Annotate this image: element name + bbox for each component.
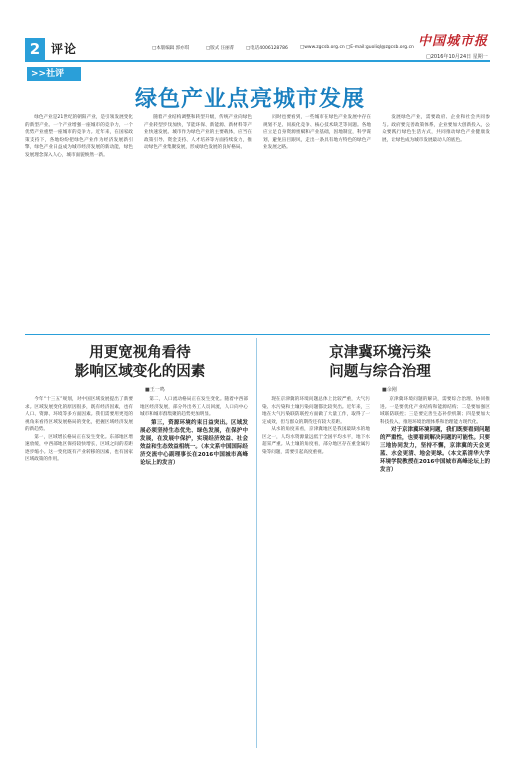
left-article-title-line1: 用更宽视角看待 [89, 344, 191, 361]
right-article-title-line1: 京津冀环境污染 [329, 344, 431, 361]
right-article-paragraph: 现在京津冀的环境问题总体上比较严重，大气污染、水污染和土壤污染问题都比较突出。近年来，三地在大气污染联防联控方面做了大量工作，取得了一定成效，但与群众的期待还有较大差距。 [262, 397, 370, 425]
editorial-column-3 [263, 114, 371, 329]
page-header [0, 0, 519, 60]
right-article-author: ■余刚 [382, 387, 397, 393]
left-article-note: 第三，资源环境约束日益突出。区域发展必须坚持生态优先、绿色发展，在保护中发展，在发展中保护，实现经济效益、社会效益和生态效益相统一。（本文系中国国际经济交流中心副理事长在2016中国城市高峰论坛上的发言） [140, 419, 248, 466]
editorial-paragraph: 同时也要看到，一些城市在绿色产业发展中存在规划不足、同质化竞争、核心技术缺乏等问题。各地应立足自身资源禀赋和产业基础，因地制宜，科学谋划，避免盲目跟风，走出一条具有地方特色的绿色产业发展之路。 [263, 115, 371, 150]
editorial-paragraph: 绿色产业是21世纪的朝阳产业，是引领发展变化的新型产业。一个产业增强一座城市的竞争力，一个优势产业重塑一座城市的竞争力。近年来，在国家政策支持下，各地纷纷把绿色产业作为经济发展新引擎，绿色产业日益成为城市经济发展的新动能，绿色发展理念深入人心，城市面貌焕然一新。 [25, 115, 133, 158]
left-article-paragraph: 第一，区域增长格局正在发生变化。东部地区增速放缓，中西部地区保持较快增长，区域之间的差距逐步缩小。这一变化既有产业转移的因素，也有国家区域政策的作用。 [25, 434, 133, 462]
left-article-column-2 [140, 396, 248, 748]
right-article-paragraph: 京津冀环境问题的解决，需要综合治理、协同推进。一是要优化产业结构和能源结构；二是要加强区域联防联控；三是要完善生态补偿机制；四是要加大科技投入，推进环境治理体系和治理能力现代化。 [380, 397, 490, 425]
right-article-column-1 [262, 396, 370, 748]
editorial-column-2 [144, 114, 252, 329]
left-article-title [40, 343, 240, 381]
website-url: □www.zgcsb.org.cn [300, 45, 345, 50]
editorial-paragraph: 随着产业结构调整和转型升级，传统产业向绿色产业转型步伐加快，节能环保、新能源、新材料等产业快速发展。城市作为绿色产业的主要载体，应当在政策引导、资金支持、人才培养等方面持续发力，推动绿色产业集聚发展，形成绿色发展的良好格局。 [144, 115, 252, 150]
page-number: 2 [25, 38, 45, 60]
right-article-column-2 [380, 396, 490, 748]
issue-date: □2016年10月24日 星期一 [426, 54, 488, 60]
section-title: 评论 [51, 42, 78, 56]
editorial-paragraph: 发展绿色产业，需要政府、企业和社会共同参与。政府要完善政策体系，企业要加大创新投入，公众要践行绿色生活方式，共同推动绿色产业健康发展，让绿色成为城市发展最动人的底色。 [382, 115, 490, 143]
left-article-paragraph: 第二，人口流动格局正在发生变化。随着中西部地区经济发展，部分外出务工人员回流，人口向中心城市和城市群集聚的趋势更加明显。 [140, 397, 248, 417]
editorial-tag: >>社评 [27, 67, 81, 81]
right-article-paragraph: 从水的角度来看，京津冀地区是我国最缺水的地区之一，人均水资源量远低于全国平均水平，地下水超采严重。从土壤的角度看，部分地区存在重金属污染等问题，需要引起高度重视。 [262, 427, 370, 455]
editor-credit: □本版编辑 郭亦琪 [152, 46, 190, 51]
left-article-paragraph: 今年“十三五”规划，对中国区域发展提出了新要求。区域发展变化的原因很多，既有经济因素，也有人口、资源、环境等多方面因素。我们需要用更宽的视角来看待区域发展格局的变化，把握区域经济发展的新趋势。 [25, 397, 133, 432]
left-article-column-1 [25, 396, 133, 748]
right-article-note: 对于京津冀环境问题，我们既要看到问题的严重性，也要看到解决问题的可能性。只要三地协同发力，坚持不懈，京津冀的天会更蓝、水会更清、地会更绿。（本文系清华大学环境学院教授在2016中国城市高峰论坛上的发言） [380, 427, 490, 473]
newspaper-logo: 中国城市报 [418, 34, 489, 49]
right-article-title [280, 343, 480, 381]
phone-number: □电话4006128786 [246, 46, 288, 51]
editorial-column-1 [25, 114, 133, 329]
editorial-title: 绿色产业点亮城市发展 [135, 86, 366, 112]
left-article-title-line2: 影响区域变化的因素 [74, 363, 206, 380]
left-article-author: ■王一鸣 [145, 387, 165, 393]
section-divider [25, 334, 490, 335]
email-address: □E-mail:guoliql@zgcsb.org.cn [346, 45, 414, 50]
column-divider [256, 338, 257, 748]
right-article-title-line2: 问题与综合治理 [329, 363, 431, 380]
header-rule [25, 60, 490, 62]
editorial-column-4 [382, 114, 490, 329]
layout-credit: □版式 汪丽菁 [206, 46, 235, 51]
